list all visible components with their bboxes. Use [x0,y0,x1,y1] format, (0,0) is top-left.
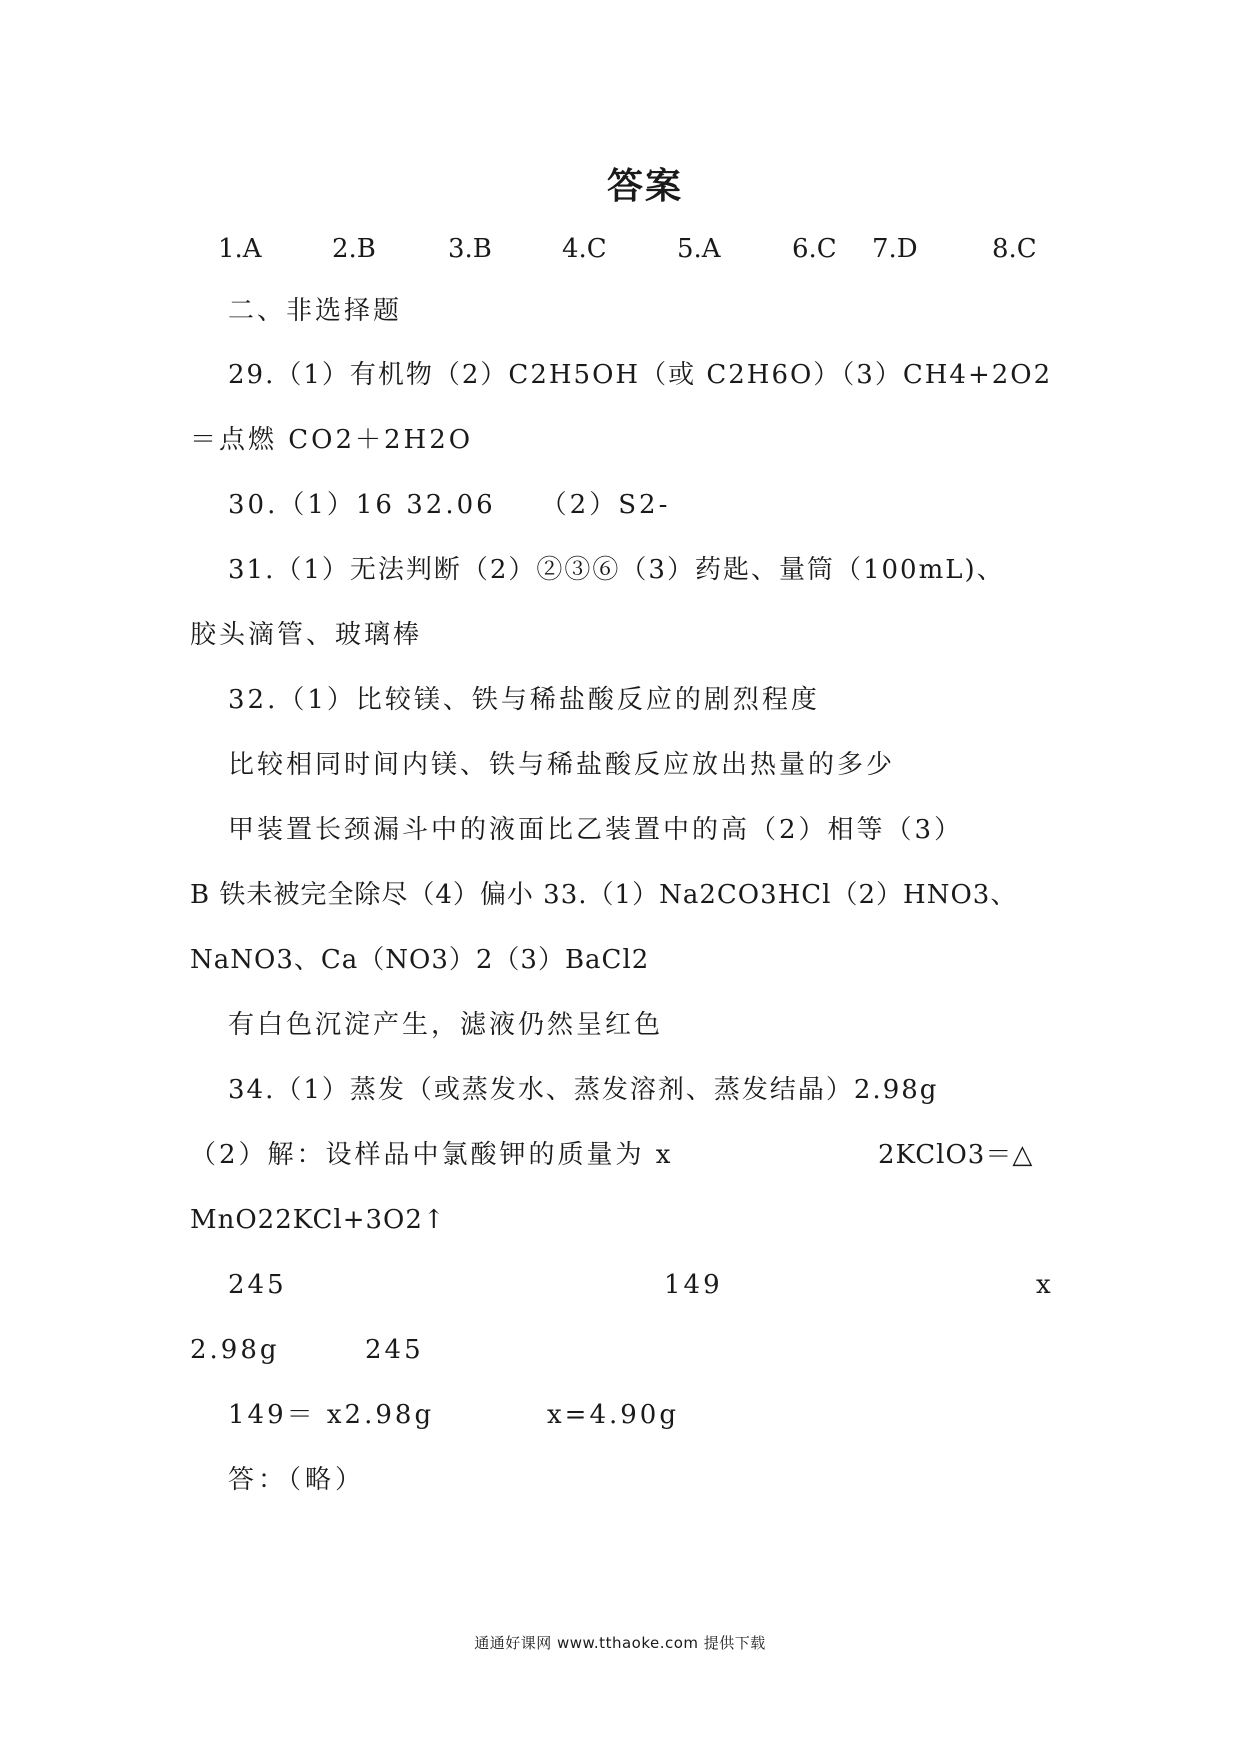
q31-line-2: 胶头滴管、玻璃棒 [190,620,423,650]
q30-line: 30.（1）16 32.06 （2）S2- [228,490,671,520]
q34-equation-line: MnO22KCl+3O2↑ [190,1205,446,1235]
choice-answer-7: 7.D [872,234,918,264]
q29-line-1: 29.（1）有机物（2）C2H5OH（或 C2H6O）（3）CH4+2O2 [228,360,1053,390]
section-heading: 二、非选择题 [228,296,403,326]
calc-row-2-value: 2.98g [190,1335,280,1365]
choice-answer-1: 1.A [218,234,262,264]
q34-line-2-left: （2）解：设样品中氯酸钾的质量为 x [190,1140,674,1170]
calc-row-1-x: x [1036,1270,1054,1300]
choice-answer-4: 4.C [562,234,607,264]
q29-line-2: ＝点燃 CO2＋2H2O [190,425,474,455]
q34-line-1: 34.（1）蒸发（或蒸发水、蒸发溶剂、蒸发结晶）2.98g [228,1075,939,1105]
q32-line-4: B 铁未被完全除尽（4）偏小 33.（1）Na2CO3HCl（2）HNO3、 [190,880,1018,910]
page-title: 答案 [606,166,683,207]
calc-row-3-ratio: 149＝ x2.98g [228,1400,435,1430]
choice-answer-2: 2.B [332,234,376,264]
choice-answer-6: 6.C [792,234,837,264]
final-answer: 答：（略） [228,1465,366,1495]
calc-row-3-result: x=4.90g [547,1400,679,1430]
q34-line-2-right: 2KClO3＝△ [878,1140,1034,1170]
q31-line-1: 31.（1）无法判断（2）②③⑥（3）药匙、量筒（100mL)、 [228,555,1005,585]
calc-row-1-mass: 245 [228,1270,287,1300]
calc-row-2-mass: 245 [365,1335,424,1365]
choice-answer-5: 5.A [677,234,721,264]
footer-watermark: 通通好课网 www.tthaoke.com 提供下载 [474,1634,766,1652]
choice-answer-8: 8.C [992,234,1037,264]
choice-answer-3: 3.B [448,234,492,264]
q33-line-1: NaNO3、Ca（NO3）2（3）BaCl2 [190,945,650,975]
q32-line-2: 比较相同时间内镁、铁与稀盐酸反应放出热量的多少 [228,750,896,780]
q32-line-1: 32.（1）比较镁、铁与稀盐酸反应的剧烈程度 [228,685,820,715]
calc-row-1-mass-kcl: 149 [664,1270,723,1300]
q32-line-3: 甲装置长颈漏斗中的液面比乙装置中的高（2）相等（3） [228,815,964,845]
q33-line-2: 有白色沉淀产生，滤液仍然呈红色 [228,1010,664,1040]
